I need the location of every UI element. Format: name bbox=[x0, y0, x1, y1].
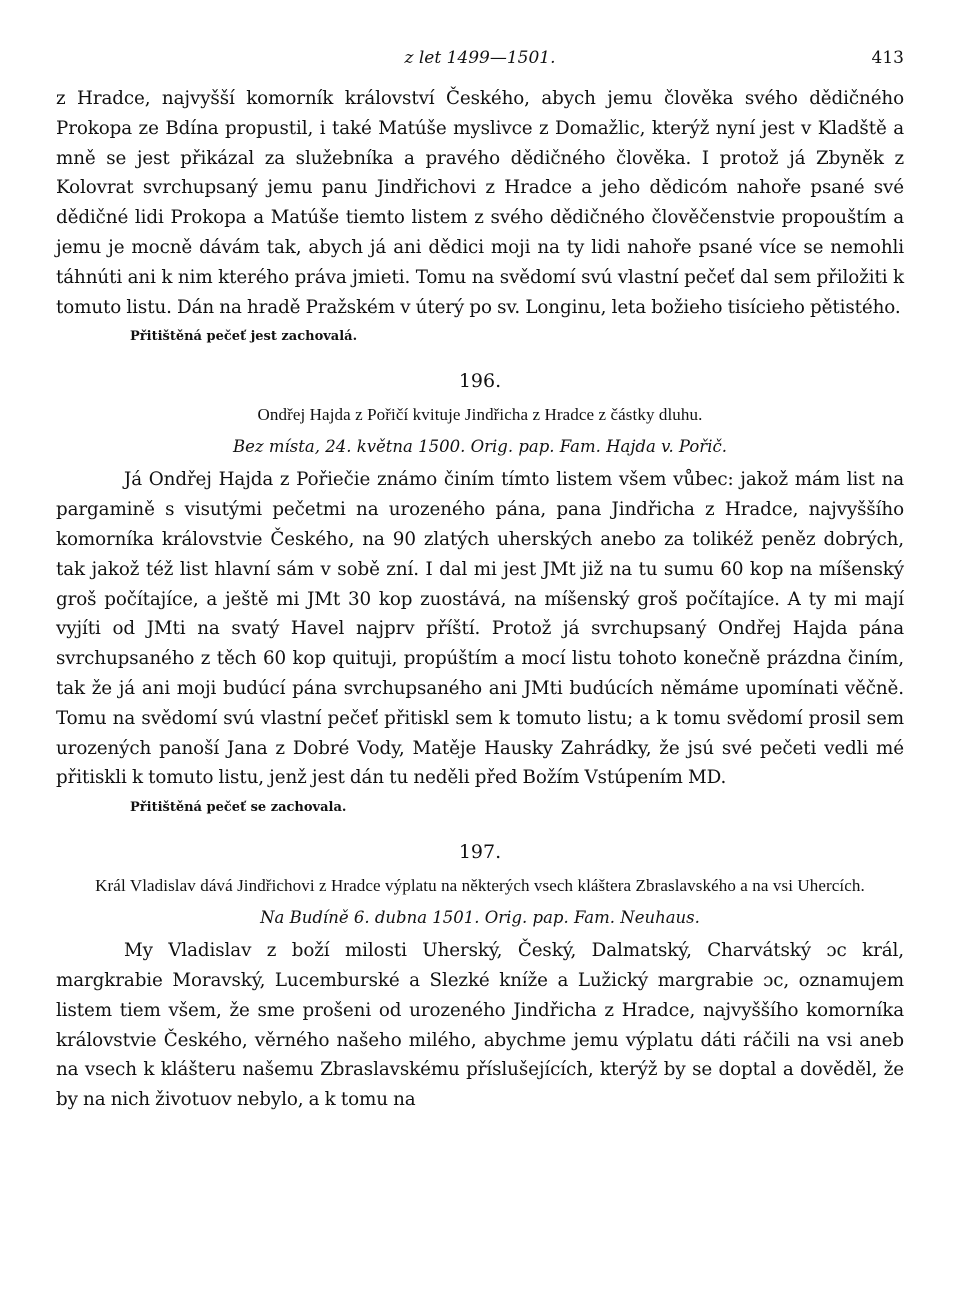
document-source: Na Budíně 6. dubna 1501. Orig. pap. Fam. Neuhaus. bbox=[260, 908, 700, 928]
document-number: 196. bbox=[458, 370, 502, 393]
page-number: 413 bbox=[871, 48, 904, 68]
document-page bbox=[56, 40, 904, 1115]
document-source: Bez místa, 24. května 1500. Orig. pap. Fam. Hajda v. Pořič. bbox=[233, 437, 727, 457]
document-text: Já Ondřej Hajda z Pořiečie známo činím tímto listem všem vůbec: jakož mám list na pargamině s visutými pečetmi na urozeného pána, pana Jindřicha z Hradce, najvyššího komorníka královstvie Českého, na 90 zlatých uherských anebo za tolikéž peněz dobrých, tak jakož též list hlavní sám v sobě zní. I dal mi jest JMt již na tu sumu 60 kop na míšenský groš počítajíce, a ještě mi JMt 30 kop zuostává, na míšenský groš počítajíce. A ty mi mají vyjíti od JMti na svatý Havel najprv příští. Protož já svrchupsaný Ondřej Hajda pána svrchupsaného z těch 60 kop quituji, propúštím a mocí listu tohoto konečně prázdna činím, tak že já ani moji budúcí pána svrchupsaného ani JMti budúcích němáme upomínati věčně. Tomu na svědomí svú vlastní pečeť přitiskl sem k tomuto listu; a k tomu svědomí prosil sem urozených panoší Jana z Dobré Vody, Matěje Hausky Zahrádky, že jsú své pečeti vedli mé přitiskli k tomuto listu, jenž jest dán tu neděli před Božím Vstúpením MD. bbox=[56, 469, 904, 789]
running-title: z let 1499—1501. bbox=[404, 48, 556, 68]
document-regest: Ondřej Hajda z Pořičí kvituje Jindřicha z Hradce z částky dluhu. bbox=[257, 405, 703, 425]
document-number: 197. bbox=[458, 841, 502, 864]
seal-note: Přitištěná pečeť jest zachovalá. bbox=[130, 329, 358, 345]
document-text: My Vladislav z boží milosti Uherský, Český, Dalmatský, Charvátský ɔc král, margkrabie Moravský, Lucemburské a Slezké kníže a Lužický margrabie ɔc, oznamujem listem tiem všem, že sme prošeni od urozeného Jindřicha z Hradce, najvyššího komorníka královstvie Českého, věrného našeho milého, abychme jemu výplatu dáti ráčili na vsi aneb na vsech k klášteru našemu Zbraslavskému příslušejících, kterýž by se doptal a dověděl, že by na nich životuov nebylo, a k tomu na bbox=[56, 940, 904, 1111]
seal-note: Přitištěná pečeť se zachovala. bbox=[130, 800, 347, 816]
document-regest: Král Vladislav dává Jindřichovi z Hradce výplatu na některých vsech kláštera Zbraslavského a na vsi Uhercích. bbox=[95, 876, 865, 896]
running-header bbox=[56, 40, 904, 84]
continuation-text: z Hradce, najvyšší komorník království Českého, abych jemu člověka svého dědičného Prokopa ze Bdína propustil, i také Matúše myslivce z Domažlic, kterýž nyní jest v Kladště a mně se jest přikázal za služebníka a pravého dědičného člověka. I protož já Zbyněk z Kolovrat svrchupsaný jemu panu Jindřichovi z Hradce a jeho dědicóm nahoře psané své dědičné lidi Prokopa a Matúše tiemto listem z svého dědičného člověčenstvie propouštím a jemu je mocně dávám tak, abych já ani dědici moji na ty lidi nahoře psané více se nemohli táhnúti ani k nim kterého práva jmieti. Tomu na svědomí svú vlastní pečeť dal sem přiložiti k tomuto listu. Dán na hradě Pražském v úterý po sv. Longinu, leta božieho tisícieho pětistého. bbox=[56, 88, 904, 318]
